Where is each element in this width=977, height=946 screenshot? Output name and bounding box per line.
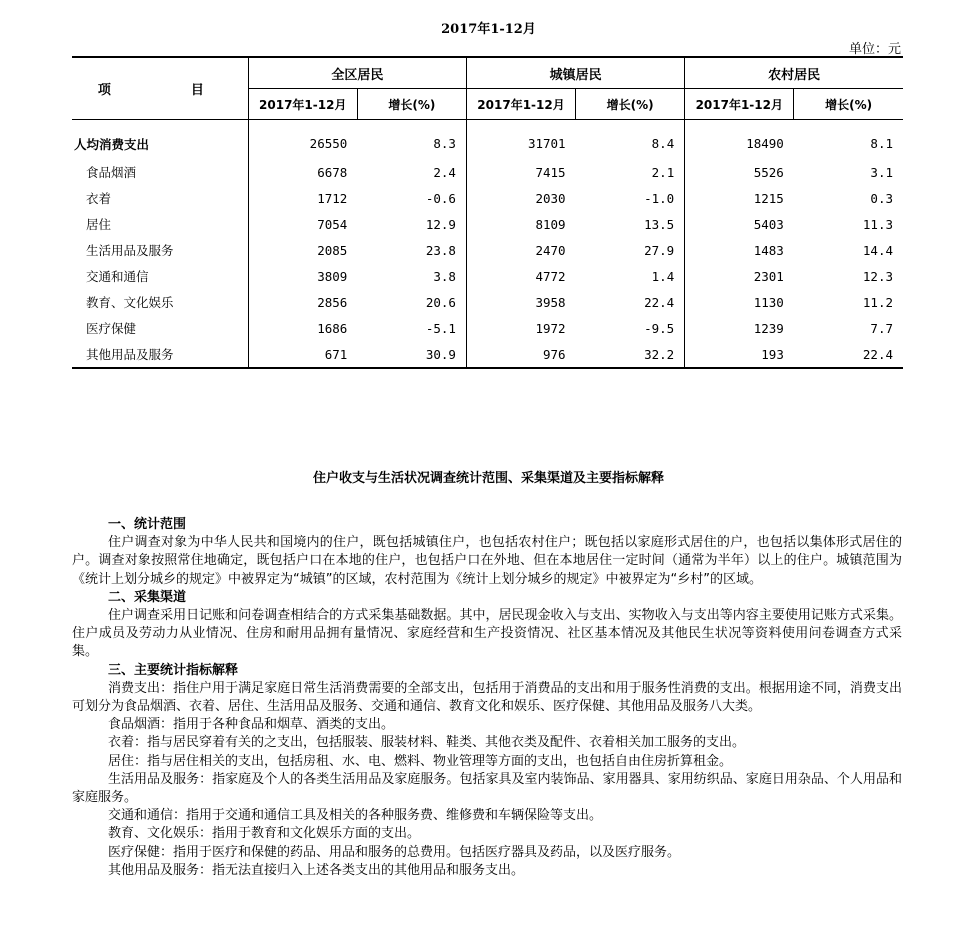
cell-growth: 27.9: [644, 242, 675, 258]
table-row: [72, 315, 903, 341]
section-paragraph: 生活用品及服务：指家庭及个人的各类生活用品及家庭服务。包括家具及室内装饰品、家用器具、家用纺织品、家庭日用杂品、个人用品和家庭服务。: [72, 771, 902, 806]
table-row: [72, 289, 903, 315]
table-row: [72, 185, 903, 211]
section-heading: 三、主要统计指标解释: [108, 662, 239, 678]
cell-growth: 22.4: [794, 341, 903, 368]
cell-amount: 4772: [466, 263, 575, 289]
cell-growth: 12.9: [425, 216, 456, 232]
cell-growth: 3.1: [870, 164, 893, 180]
sub-header-growth: 增长(%): [794, 89, 903, 120]
cell-amount: 1239: [685, 315, 794, 341]
cell-amount: 1130: [685, 289, 794, 315]
sub-header-growth: 增长(%): [576, 89, 685, 120]
cell-amount: 7054: [317, 216, 348, 232]
section-paragraph: 消费支出：指住户用于满足家庭日常生活消费需要的全部支出，包括用于消费品的支出和用于服务性消费的支出。根据用途不同，消费支出可划分为食品烟酒、衣着、居住、生活用品及服务、交通和通信、教育文化和娱乐、医疗保健、其他用品及服务八大类。: [72, 680, 902, 715]
table-row: [72, 159, 903, 185]
group-header-all: 全区居民: [248, 57, 466, 89]
cell-growth: 8.1: [870, 136, 893, 151]
cell-amount: 3809: [317, 268, 348, 284]
group-header-rural: 农村居民: [685, 57, 903, 89]
cell-growth: -9.5: [644, 320, 675, 336]
cell-growth: 11.3: [862, 216, 893, 232]
section-paragraph: 其他用品及服务：指无法直接归入上述各类支出的其他用品和服务支出。: [108, 862, 525, 878]
section-heading: 一、统计范围: [108, 517, 187, 532]
cell-amount: 2856: [317, 294, 348, 310]
cell-amount: 2085: [317, 242, 348, 258]
table-row: [72, 237, 903, 263]
sub-header-growth: 增长(%): [357, 89, 466, 120]
section-title: 住户收支与生活状况调查统计范围、采集渠道及主要指标解释: [312, 471, 664, 486]
row-label: 食品烟酒: [72, 159, 248, 185]
cell-growth: 8.3: [433, 136, 456, 151]
section-paragraph: 衣着：指与居民穿着有关的之支出，包括服装、服装材料、鞋类、其他衣类及配件、衣着相关加工服务的支出。: [108, 735, 746, 751]
cell-amount: 26550: [309, 136, 348, 151]
cell-growth: -0.6: [425, 190, 456, 206]
cell-amount: 193: [685, 341, 794, 368]
cell-growth: 1.4: [651, 268, 675, 284]
unit-label: 单位：元: [848, 42, 901, 57]
cell-growth: 32.2: [576, 341, 685, 368]
cell-amount: 5403: [685, 211, 794, 237]
cell-growth: 7.7: [870, 320, 893, 336]
cell-amount: 1712: [317, 190, 348, 206]
section-paragraph: 教育、文化娱乐：指用于教育和文化娱乐方面的支出。: [108, 826, 421, 842]
sub-header-period: 2017年1-12月: [466, 89, 575, 120]
row-label: 交通和通信: [72, 263, 248, 289]
table-row: [72, 120, 903, 160]
cell-amount: 6678: [317, 164, 348, 180]
section-paragraph: 交通和通信：指用于交通和通信工具及相关的各种服务费、维修费和车辆保险等支出。: [108, 808, 603, 824]
cell-growth: 0.3: [870, 190, 893, 206]
section-paragraph: 住户调查对象为中华人民共和国境内的住户，既包括城镇住户，也包括农村住户；既包括以家庭形式居住的户，也包括以集体形式居住的户。调查对象按照常住地确定，既包括户口在本地的住户，也包括户口在外地、但在本地居住一定时间（通常为半年）以上的住户。城镇范围为《统计上划分城乡的规定》中被界定为“城镇”的区域，农村范围为《统计上划分城乡的规定》中被界定为“乡村”的区域。: [72, 535, 902, 587]
cell-growth: 20.6: [425, 294, 456, 310]
cell-amount: 2301: [685, 263, 794, 289]
cell-amount: 7415: [466, 159, 575, 185]
cell-growth: 13.5: [644, 216, 675, 232]
sub-header-period: 2017年1-12月: [685, 89, 794, 120]
cell-growth: 2.1: [651, 164, 675, 180]
cell-amount: 18490: [685, 120, 794, 160]
cell-amount: 3958: [466, 289, 575, 315]
cell-growth: -5.1: [425, 320, 456, 336]
cell-growth: 11.2: [862, 294, 893, 310]
cell-amount: 8109: [466, 211, 575, 237]
consumption-table: [72, 56, 903, 369]
table-row: [72, 263, 903, 289]
explanation-text: [72, 516, 902, 880]
section-paragraph: 居住：指与居住相关的支出，包括房租、水、电、燃料、物业管理等方面的支出，也包括自由住房折算租金。: [108, 753, 733, 769]
cell-amount: 2030: [466, 185, 575, 211]
cell-amount: 1215: [685, 185, 794, 211]
row-label: 教育、文化娱乐: [72, 289, 248, 315]
cell-amount: 31701: [466, 120, 575, 160]
table-row: [72, 341, 903, 368]
cell-growth: -1.0: [644, 190, 675, 206]
row-label: 其他用品及服务: [72, 341, 248, 368]
section-heading: 二、采集渠道: [108, 589, 187, 605]
section-paragraph: 医疗保健：指用于医疗和保健的药品、用品和服务的总费用。包括医疗器具及药品，以及医疗服务。: [108, 844, 681, 860]
section-paragraph: 住户调查采用日记账和问卷调查相结合的方式采集基础数据。其中，居民现金收入与支出、实物收入与支出等内容主要使用记账方式采集。住户成员及劳动力从业情况、住房和耐用品拥有量情况、家庭经营和生产投资情况、社区基本情况及其他民生状况等资料使用问卷调查方式采集。: [72, 608, 902, 660]
section-paragraph: 食品烟酒：指用于各种食品和烟草、酒类的支出。: [108, 717, 395, 733]
cell-growth: 14.4: [862, 242, 893, 258]
table-row: [72, 211, 903, 237]
row-label: 居住: [72, 211, 248, 237]
row-label: 人均消费支出: [72, 120, 248, 160]
cell-growth: 22.4: [644, 294, 675, 310]
cell-growth: 3.8: [433, 268, 456, 284]
cell-amount: 976: [466, 341, 575, 368]
cell-amount: 1972: [466, 315, 575, 341]
cell-growth: 23.8: [425, 242, 456, 258]
row-label: 医疗保健: [72, 315, 248, 341]
cell-amount: 1686: [317, 320, 348, 336]
group-header-urban: 城镇居民: [466, 57, 684, 89]
cell-amount: 1483: [685, 237, 794, 263]
cell-growth: 2.4: [433, 164, 456, 180]
table-body: [72, 120, 903, 369]
cell-growth: 12.3: [862, 268, 893, 284]
item-header: 项 目: [72, 57, 248, 120]
cell-amount: 5526: [685, 159, 794, 185]
table-period-title: 2017年1-12月: [441, 22, 536, 37]
row-label: 衣着: [72, 185, 248, 211]
cell-amount: 2470: [466, 237, 575, 263]
cell-amount: 671: [248, 341, 357, 368]
cell-growth: 30.9: [357, 341, 466, 368]
sub-header-period: 2017年1-12月: [248, 89, 357, 120]
row-label: 生活用品及服务: [72, 237, 248, 263]
cell-growth: 8.4: [651, 136, 675, 151]
